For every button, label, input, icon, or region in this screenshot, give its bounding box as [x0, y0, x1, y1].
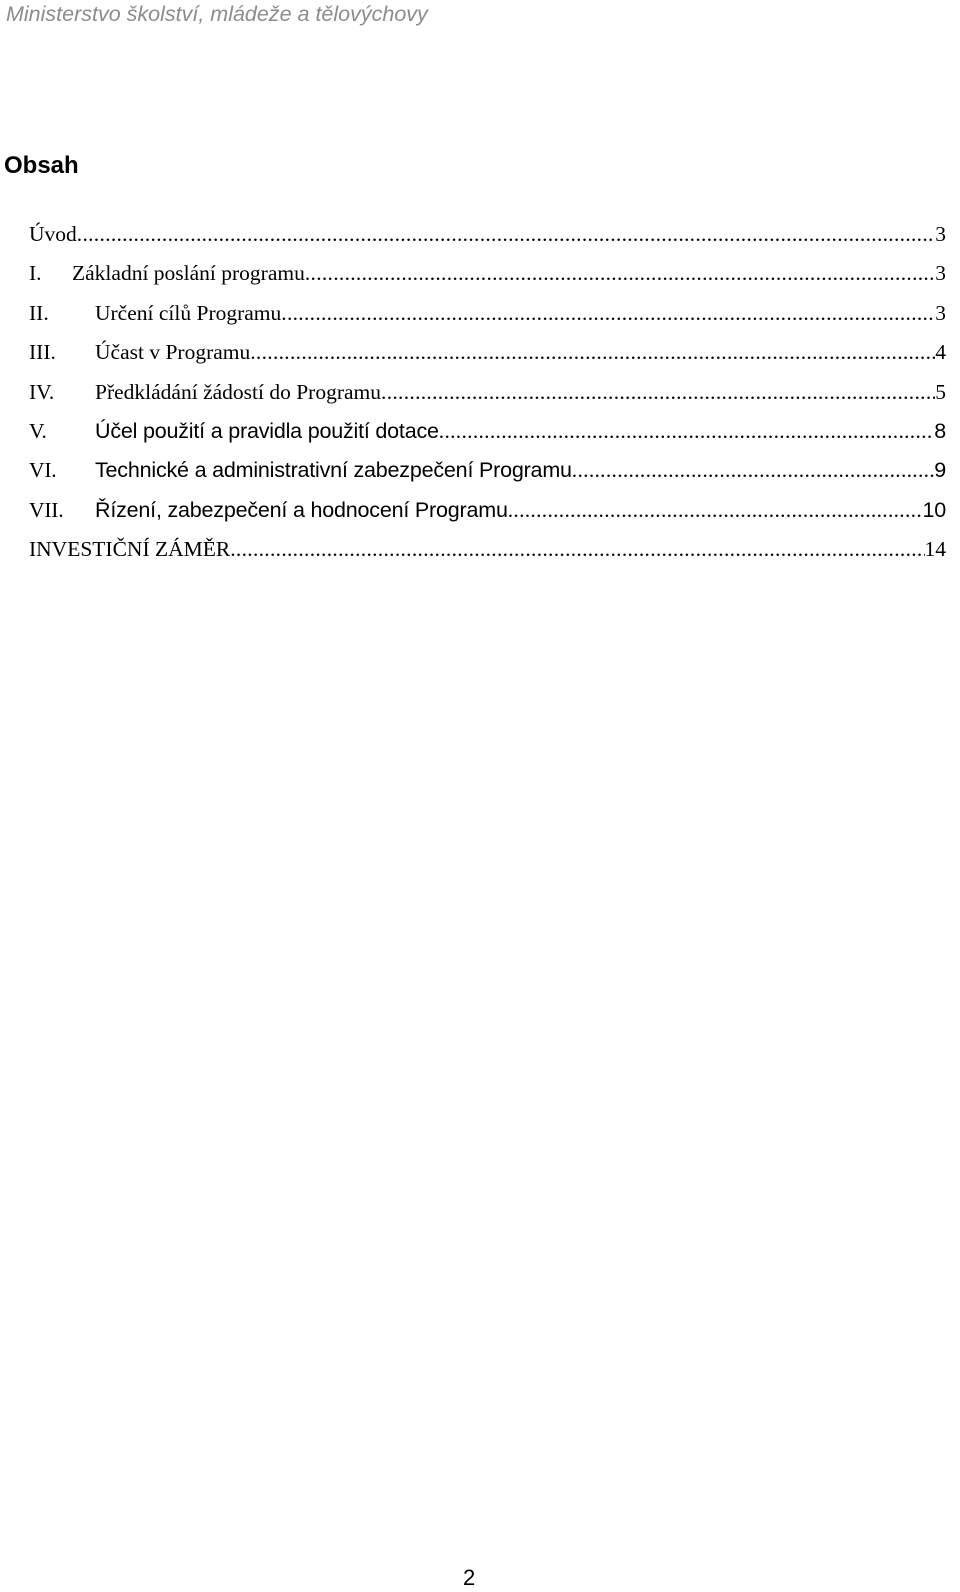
- toc-entry-label: Úvod: [29, 222, 77, 246]
- toc-entry-number: V.: [29, 418, 47, 443]
- toc-entry-page: 5: [935, 379, 946, 404]
- toc-leader-dots: [250, 333, 935, 372]
- toc-entry-label: Řízení, zabezpečení a hodnocení Programu: [95, 497, 508, 522]
- toc-entry-label: Předkládání žádostí do Programu: [95, 379, 382, 404]
- toc-entry-page: 3: [935, 261, 946, 286]
- toc-leader-dots: [77, 215, 935, 254]
- toc-entry-chapter-1[interactable]: [29, 254, 946, 293]
- toc-entry-number: VII.: [29, 497, 64, 522]
- toc-entry-label: Technické a administrativní zabezpečení Programu: [95, 458, 572, 483]
- toc-entry-investment-plan[interactable]: [29, 530, 946, 569]
- toc-entry-intro[interactable]: [29, 215, 946, 254]
- toc-entry-page: 9: [934, 458, 946, 483]
- toc-leader-dots: [508, 491, 923, 530]
- toc-entry-number: IV.: [29, 379, 55, 404]
- toc-entry-chapter-3[interactable]: [29, 333, 946, 372]
- toc-entry-number: I.: [29, 261, 42, 286]
- running-header: Ministerstvo školství, mládeže a tělovýchovy: [6, 2, 428, 26]
- toc-leader-dots: [281, 294, 935, 333]
- table-of-contents: [29, 215, 946, 570]
- toc-title: Obsah: [4, 152, 79, 179]
- toc-entry-label: INVESTIČNÍ ZÁMĚR: [29, 537, 231, 562]
- toc-entry-chapter-4[interactable]: [29, 373, 946, 412]
- toc-entry-chapter-2[interactable]: [29, 294, 946, 333]
- toc-entry-label: Určení cílů Programu: [95, 300, 282, 325]
- toc-entry-chapter-6[interactable]: [29, 451, 946, 490]
- toc-entry-number: II.: [29, 300, 49, 325]
- toc-leader-dots: [572, 451, 934, 490]
- toc-leader-dots: [305, 254, 935, 293]
- toc-entry-page: 3: [935, 222, 946, 246]
- toc-entry-page: 14: [924, 537, 946, 562]
- toc-entry-page: 3: [935, 300, 946, 325]
- toc-entry-page: 4: [935, 340, 946, 365]
- toc-entry-label: Účast v Programu: [95, 340, 251, 365]
- page-number: 2: [463, 1565, 476, 1590]
- toc-leader-dots: [439, 412, 934, 451]
- toc-entry-number: III.: [29, 340, 56, 365]
- toc-entry-page: 10: [922, 497, 946, 522]
- toc-entry-page: 8: [934, 418, 946, 443]
- toc-entry-label: Účel použití a pravidla použití dotace: [95, 418, 439, 443]
- toc-entry-label: Základní poslání programu: [72, 261, 305, 286]
- toc-entry-chapter-5[interactable]: [29, 412, 946, 451]
- toc-entry-chapter-7[interactable]: [29, 491, 946, 530]
- toc-leader-dots: [230, 530, 924, 569]
- toc-leader-dots: [381, 373, 935, 412]
- toc-entry-number: VI.: [29, 458, 57, 483]
